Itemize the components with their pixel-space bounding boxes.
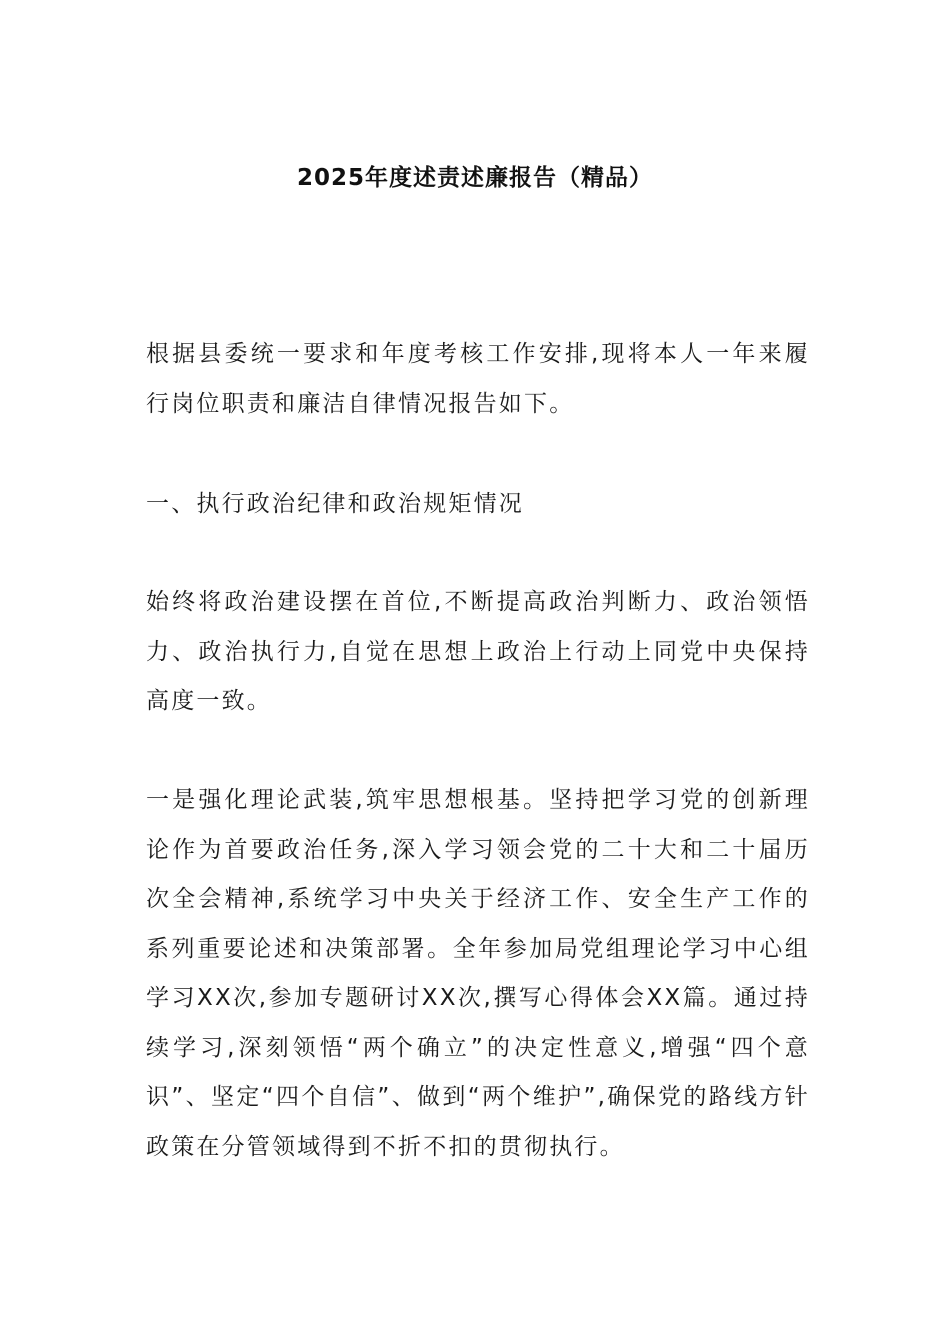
section-paragraph: 始终将政治建设摆在首位,不断提高政治判断力、政治领悟力、政治执行力,自觉在思想上政治上行动上同党中央保持高度一致。 (146, 589, 810, 714)
section-heading: 一、执行政治纪律和政治规矩情况 (146, 491, 524, 517)
theory-paragraph: 一是强化理论武装,筑牢思想根基。坚持把学习党的创新理论作为首要政治任务,深入学习领会党的二十大和二十届历次全会精神,系统学习中央关于经济工作、安全生产工作的系列重要论述和决策部署。全年参加局党组理论学习中心组学习XX次,参加专题研讨XX次,撰写心得体会XX篇。通过持续学习,深刻领悟“两个确立”的决定性意义,增强“四个意识”、坚定“四个自信”、做到“两个维护”,确保党的路线方针政策在分管领域得到不折不扣的贯彻执行。 (146, 787, 810, 1160)
document-title: 2025年度述责述廉报告（精品） (296, 165, 653, 191)
intro-paragraph: 根据县委统一要求和年度考核工作安排,现将本人一年来履行岗位职责和廉洁自律情况报告如下。 (146, 341, 810, 417)
